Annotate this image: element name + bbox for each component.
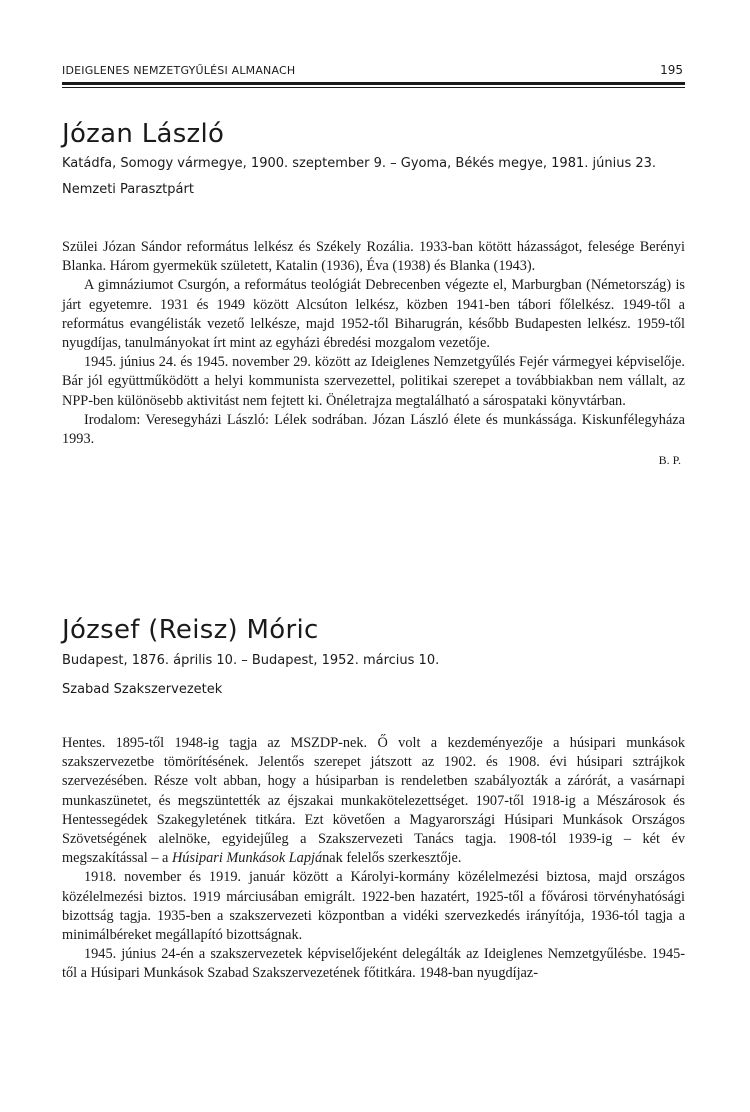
body-paragraph: A gimnáziumot Csurgón, a református teológiát Debrecenben végezte el, Marburgban (Németország) is járt egyetemre. 1931 és 1949 között Alcsúton lelkész, közben 1941-ben tábori főlelkész. 1949-től a református evangélisták vezető lelkésze, majd 1952-től Biharugrán, később Budapesten lelkész. 1959-től nyugdíjas, tanulmányokat írt mint az egyházi ébredési mozgalom vezetője. (62, 277, 685, 352)
entry-body (62, 734, 685, 984)
header-rule-thick (62, 82, 685, 85)
running-header (62, 64, 685, 82)
page-number: 195 (660, 63, 683, 77)
body-paragraph (62, 734, 685, 868)
entry-party: Nemzeti Parasztpárt (62, 182, 194, 197)
entry-birth-death: Budapest, 1876. április 10. – Budapest, 1952. március 10. (62, 653, 440, 668)
biography-entry (62, 614, 685, 984)
author-initials: B. P. (658, 453, 681, 468)
body-paragraph: 1945. június 24-én a szakszervezetek képviselőjeként delegálták az Ideiglenes Nemzetgyűlésbe. 1945-től a Húsipari Munkások Szabad Szakszervezetének főtitkára. 1948-ban nyugdíjaz- (62, 946, 685, 982)
entry-party: Szabad Szakszervezetek (62, 682, 223, 697)
body-text: Hentes. 1895-től 1948-ig tagja az MSZDP-nek. Ő volt a kezdeményezője a húsipari munkások szakszervezetbe tömörítésének. Jelentős szerepet játszott az 1902. és 1908. évi húsipari sztrájkok szervezésében. Része volt abban, hogy a húsiparban is rendeletben szabályozták a zárórát, a vasárnapi munkaszünetet, és megszüntették az éjszakai munkakötelezettséget. 1907-től 1918-ig a Mészárosok és Hentessegédek Szakegyletének titkára. Ezt követően a Magyarországi Húsipari Munkások Országos Szövetségének alelnöke, egyidejűleg a Szakszervezeti Tanács tagja. 1908-tól 1939-ig – két év megszakítással – a (62, 735, 685, 867)
body-paragraph: Szülei Józan Sándor református lelkész és Székely Rozália. 1933-ban kötött házasságot, felesége Berényi Blanka. Három gyermekük született, Katalin (1936), Éva (1938) és Blanka (1943). (62, 239, 685, 275)
biography-entry (62, 118, 685, 468)
entry-name: Józan László (62, 119, 225, 149)
entry-body (62, 238, 685, 449)
body-paragraph: 1945. június 24. és 1945. november 29. között az Ideiglenes Nemzetgyűlés Fejér vármegyei képviselője. Bár jól együttműködött a helyi kommunista szervezettel, politikai szerepet a továbbiakban nem vállalt, az NPP-ben különösebb aktivitást nem fejtett ki. Önéletrajza megtalálható a sárospataki könyvtárban. (62, 354, 685, 409)
journal-title: Húsipari Munkások Lapjá (171, 850, 323, 867)
header-rule-thin (62, 87, 685, 88)
body-paragraph: Irodalom: Veresegyházi László: Lélek sodrában. Józan László élete és munkássága. Kiskunfélegyháza 1993. (62, 411, 685, 448)
body-paragraph: 1918. november és 1919. január között a Károlyi-kormány közélelmezési biztosa, majd országos közélelmezési biztos. 1919 márciusában emigrált. 1922-ben hazatért, 1925-től a fővárosi törvényhatósági bizottság tagja. 1935-ben a szakszervezeti központban a vidéki szervezkedés irányítója, 1936-tól tagja a minimálbéreket megállapító bizottságnak. (62, 869, 685, 944)
body-text: nak felelős szerkesztője. (322, 850, 462, 867)
entry-name: József (Reisz) Móric (62, 615, 319, 645)
entry-birth-death: Katádfa, Somogy vármegye, 1900. szeptember 9. – Gyoma, Békés megye, 1981. június 23. (62, 156, 657, 171)
running-title: IDEIGLENES NEMZETGYŰLÉSI ALMANACH (62, 64, 296, 77)
